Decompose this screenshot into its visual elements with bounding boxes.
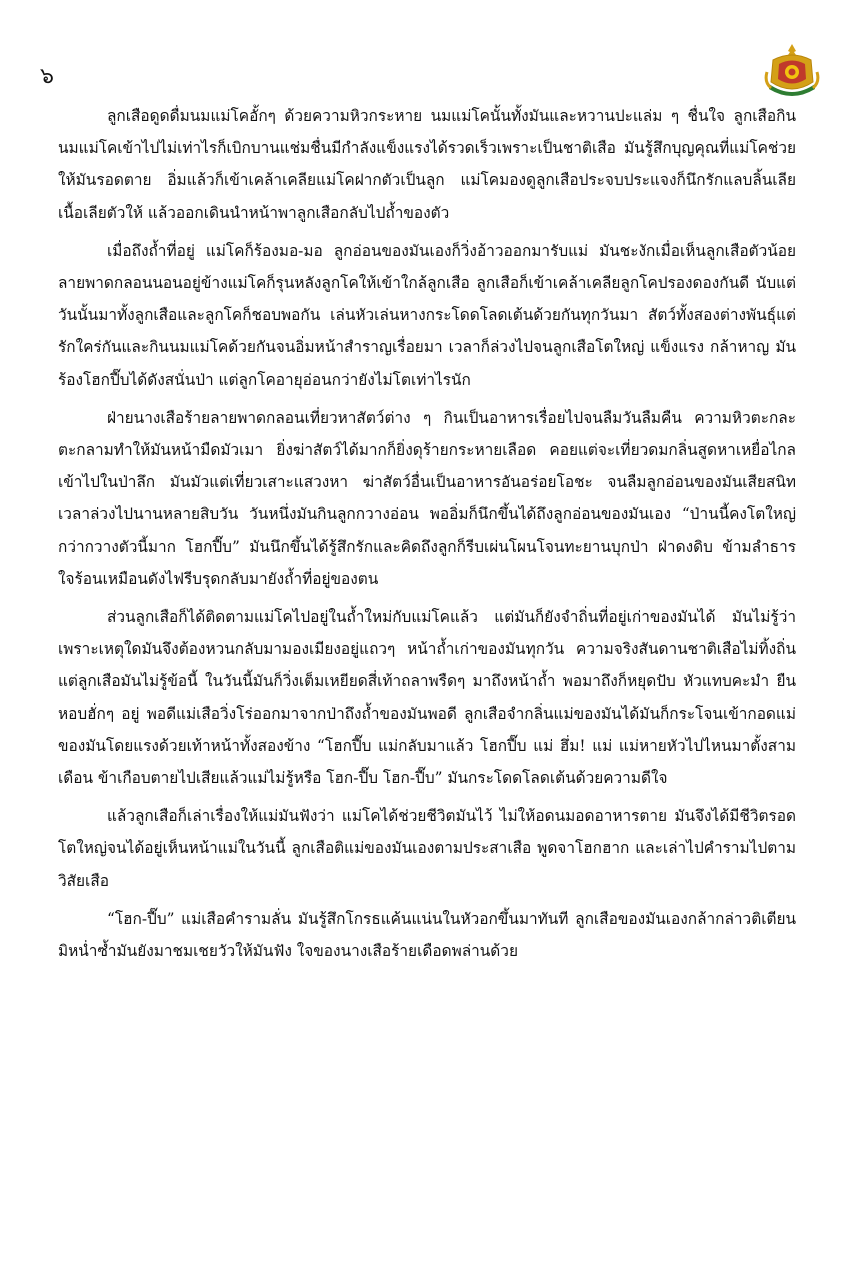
paragraph: ฝ่ายนางเสือร้ายลายพาดกลอนเที่ยวหาสัตว์ต่าง ๆ กินเป็นอาหารเรื่อยไปจนลืมวันลืมคืน ความหิวตะกละตะกลามทำให้มันหน้ามืดมัวเมา ยิ่งฆ่าสัตว์ได้มากก็ยิ่งดุร้ายกระหายเลือด คอยแต่จะเที่ยวดมกลิ่นสูดหาเหยื่อไกลเข้าไปในป่าลึก มันมัวแต่เที่ยวเสาะแสวงหา ฆ่าสัตว์อื่นเป็นอาหารอันอร่อยโอชะ จนลืมลูกอ่อนของมันเสียสนิท เวลาล่วงไปนานหลายสิบวัน วันหนึ่งมันกินลูกกวางอ่อน พออิ่มก็นึกขึ้นได้ถึงลูกอ่อนของมันเอง “ป่านนี้คงโตใหญ่กว่ากวางตัวนี้มาก โฮกปี๊บ” มันนึกขึ้นได้รู้สึกรักและคิดถึงลูกก็รีบเผ่นโผนโจนทะยานบุกป่า ฝ่าดงดิบ ข้ามลำธาร ใจร้อนเหมือนดังไฟรีบรุดกลับมายังถ้ำที่อยู่ของตน xyxy=(58,408,796,588)
emblem xyxy=(763,42,821,102)
paragraph: เมื่อถึงถ้ำที่อยู่ แม่โคก็ร้องมอ-มอ ลูกอ่อนของมันเองก็วิ่งอ้าวออกมารับแม่ มันชะงักเมื่อเห็นลูกเสือตัวน้อยลายพาดกลอนนอนอยู่ข้างแม่โคก็รุนหลังลูกโคให้เข้าใกล้ลูกเสือ ลูกเสือก็เข้าเคล้าเคลียลูกโคปรองดองกันดี นับแต่วันนั้นมาทั้งลูกเสือและลูกโคก็ชอบพอกัน เล่นหัวเล่นหางกระโดดโลดเต้นด้วยกันทุกวันมา สัตว์ทั้งสองต่างพันธุ์แต่รักใคร่กันและกินนมแม่โคด้วยกันจนอิ่มหน้าสำราญเรื่อยมา เวลาก็ล่วงไปจนลูกเสือโตใหญ่ แข็งแรง กล้าหาญ มันร้องโฮกปี๊บได้ดังสนั่นป่า แต่ลูกโคอายุอ่อนกว่ายังไม่โตเท่าไรนัก xyxy=(58,241,796,389)
text-body xyxy=(58,100,796,973)
paragraph: แล้วลูกเสือก็เล่าเรื่องให้แม่มันฟังว่า แม่โคได้ช่วยชีวิตมันไว้ ไม่ให้อดนมอดอาหารตาย มันจึงได้มีชีวิตรอดโตใหญ่จนได้อยู่เห็นหน้าแม่ในวันนี้ ลูกเสือติแม่ของมันเองตามประสาเสือ พูดจาโฮกฮาก และเล่าไปคำรามไปตามวิสัยเสือ xyxy=(58,807,796,890)
paragraph: “โฮก-ปี๊บ” แม่เสือคำรามลั่น มันรู้สึกโกรธแค้นแน่นในหัวอกขึ้นมาทันที ลูกเสือของมันเองกล้ากล่าวติเตียน มิหน่ำซ้ำมันยังมาชมเชยวัวให้มันฟัง ใจของนางเสือร้ายเดือดพล่านด้วย xyxy=(58,909,796,961)
school-emblem-icon xyxy=(763,42,821,102)
paragraph: ส่วนลูกเสือก็ได้ติดตามแม่โคไปอยู่ในถ้ำใหม่กับแม่โคแล้ว แต่มันก็ยังจำถิ่นที่อยู่เก่าของมันได้ มันไม่รู้ว่าเพราะเหตุใดมันจึงต้องหวนกลับมามองเมียงอยู่แถวๆ หน้าถ้ำเก่าของมันทุกวัน ความจริงสันดานชาติเสือไม่ทิ้งถิ่น แต่ลูกเสือมันไม่รู้ข้อนี้ ในวันนี้มันก็วิ่งเต็มเหยียดสี่เท้าถลาพรืดๆ มาถึงหน้าถ้ำ พอมาถึงก็หยุดปับ หัวแทบคะมำ ยืนหอบฮั่กๆ อยู่ พอดีแม่เสือวิ่งโร่ออกมาจากป่าถึงถ้ำของมันพอดี ลูกเสือจำกลิ่นแม่ของมันได้มันก็กระโจนเข้ากอดแม่ของมันโดยแรงด้วยเท้าหน้าทั้งสองข้าง “โฮกปี๊บ แม่กลับมาแล้ว โฮกปี๊บ แม่ ฮึ่ม! แม่ แม่หายหัวไปไหนมาตั้งสามเดือน ข้าเกือบตายไปเสียแล้วแม่ไม่รู้หรือ โฮก-ปี๊บ โฮก-ปี๊บ” มันกระโดดโลดเต้นด้วยความดีใจ xyxy=(58,608,796,788)
page-number: ๖ xyxy=(40,64,54,89)
paragraph: ลูกเสือดูดดื่มนมแม่โคอั้กๆ ด้วยความหิวกระหาย นมแม่โคนั้นทั้งมันและหวานปะแล่ม ๆ ชื่นใจ ลูกเสือกินนมแม่โคเข้าไปไม่เท่าไรก็เบิกบานแช่มชื่นมีกำลังแข็งแรงได้รวดเร็วเพราะเป็นชาติเสือ มันรู้สึกบุญคุณที่แม่โคช่วยให้มันรอดตาย อิ่มแล้วก็เข้าเคล้าเคลียแม่โคฝากตัวเป็นลูก แม่โคมองดูลูกเสือประจบประแจงก็นึกรักแลบลิ้นเลียเนื้อเลียตัวให้ แล้วออกเดินนำหน้าพาลูกเสือกลับไปถ้ำของตัว xyxy=(58,107,796,222)
